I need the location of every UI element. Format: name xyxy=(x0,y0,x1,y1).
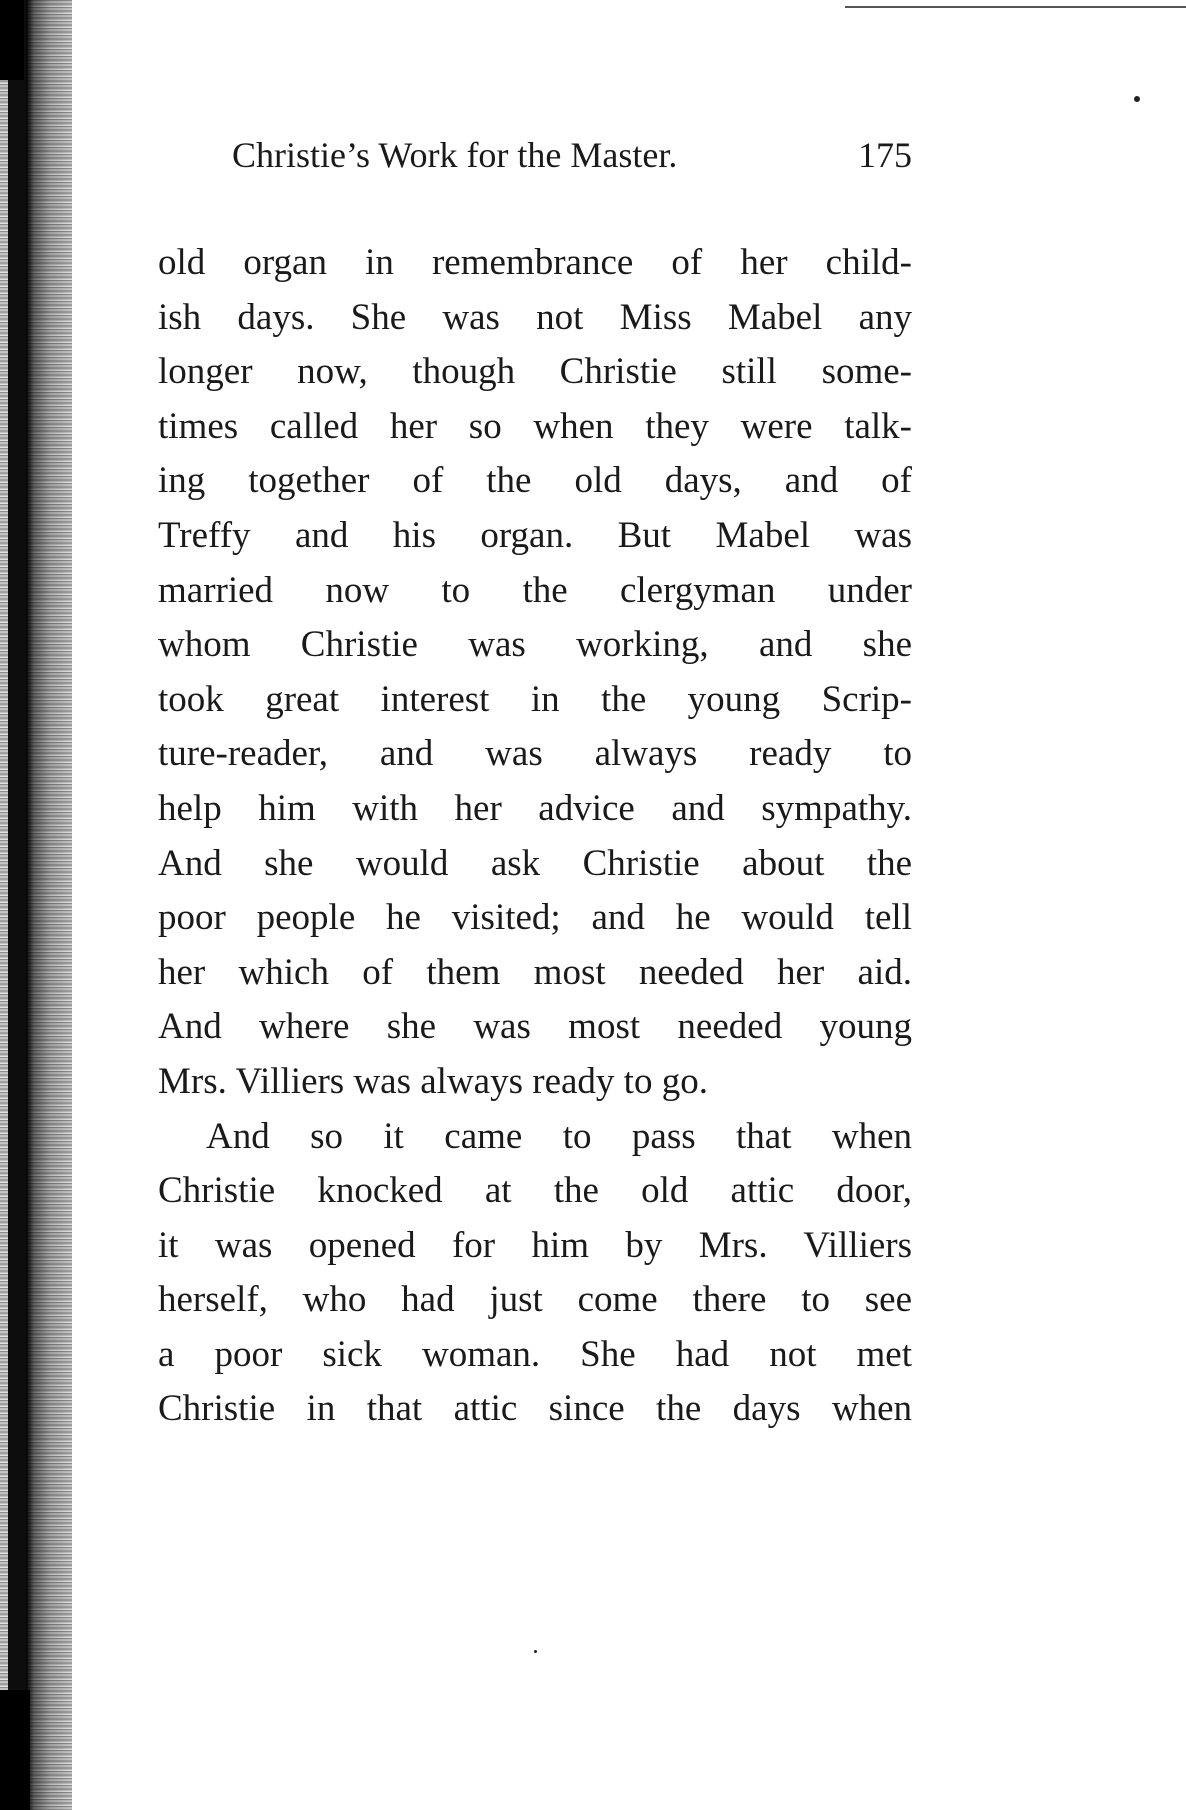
text-line: Christie knocked at the old attic door, xyxy=(158,1170,912,1212)
text-line: Treffy and his organ. But Mabel was xyxy=(158,514,912,556)
binding-shadow-top xyxy=(0,0,24,80)
text-line: longer now, though Christie still some- xyxy=(158,351,912,393)
text-line: herself, who had just come there to see xyxy=(158,1279,912,1321)
text-line: old organ in remembrance of her child- xyxy=(158,242,912,283)
text-line: And so it came to pass that when xyxy=(206,1115,912,1157)
paragraph xyxy=(158,236,912,1110)
text-line: ing together of the old days, and of xyxy=(158,460,912,502)
text-line: ish days. She was not Miss Mabel any xyxy=(158,296,912,338)
text-line: took great interest in the young Scrip- xyxy=(158,678,912,720)
paragraph xyxy=(158,1110,912,1438)
text-line: help him with her advice and sympathy. xyxy=(158,787,912,829)
text-line: whom Christie was working, and she xyxy=(158,624,912,666)
body-text xyxy=(158,236,912,1437)
text-line: her which of them most needed her aid. xyxy=(158,951,912,993)
ink-speck xyxy=(534,1650,537,1653)
text-line: a poor sick woman. She had not met xyxy=(158,1333,912,1375)
text-line: poor people he visited; and he would tell xyxy=(158,897,912,939)
scan-edge-rule xyxy=(845,6,1186,8)
text-line: Christie in that attic since the days when xyxy=(158,1388,912,1430)
text-line: married now to the clergyman under xyxy=(158,569,912,611)
binding-shadow xyxy=(8,0,26,1810)
text-line: times called her so when they were talk- xyxy=(158,405,912,447)
binding-shadow-bottom xyxy=(0,1690,30,1810)
ink-speck xyxy=(1134,96,1140,102)
text-line: And where she was most needed young xyxy=(158,1006,912,1048)
running-head-title: Christie’s Work for the Master. xyxy=(232,135,678,175)
text-line: Mrs. Villiers was always ready to go. xyxy=(158,1060,708,1102)
text-line: ture-reader, and was always ready to xyxy=(158,733,912,775)
text-line: And she would ask Christie about the xyxy=(158,842,912,884)
text-line: it was opened for him by Mrs. Villiers xyxy=(158,1224,912,1266)
running-head xyxy=(232,132,912,178)
page-number: 175 xyxy=(858,135,912,175)
